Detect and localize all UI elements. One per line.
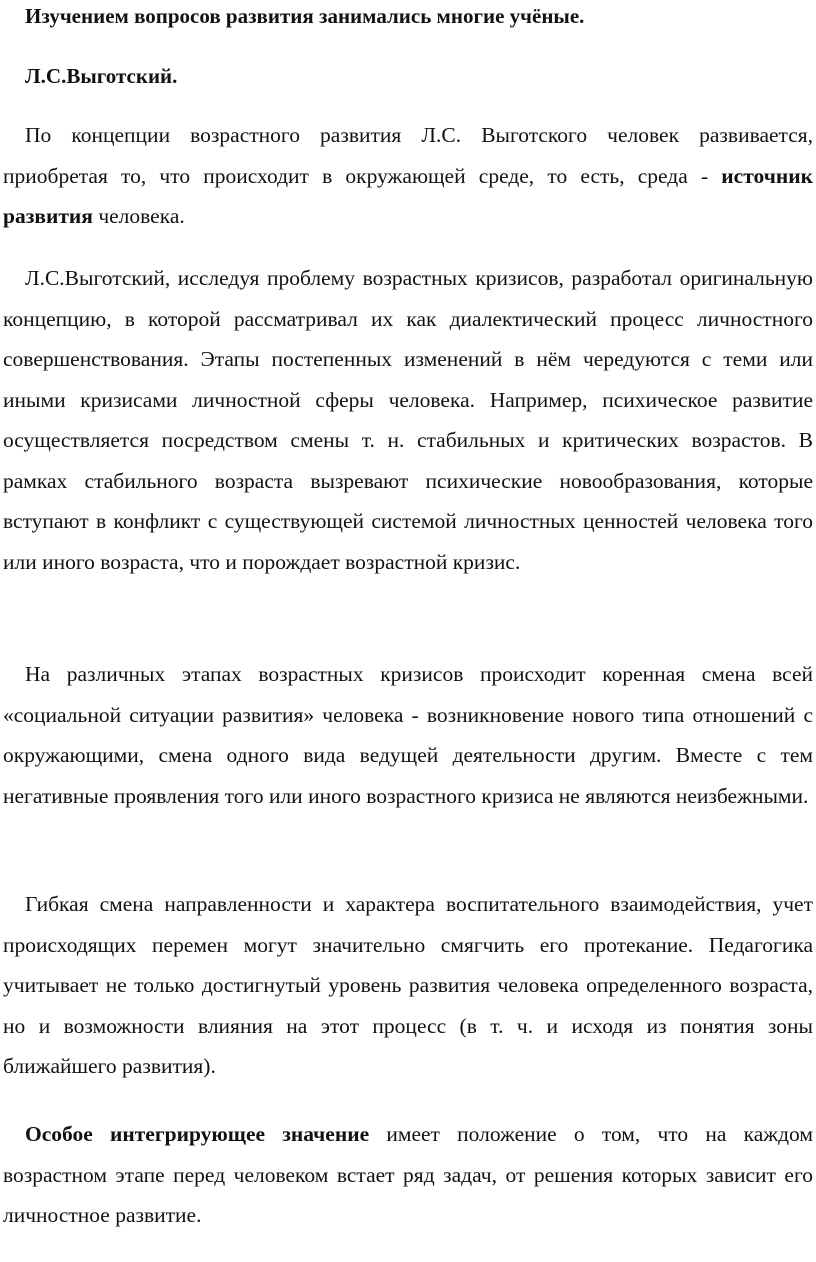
paragraph-social-situation: На различных этапах возрастных кризисов происходит коренная смена всей «социальной ситуации развития» человека - возникновение нового типа отношений с окружающими, смена одного вида ведущей деятельности другим. Вместе с тем негативные проявления того или иного возрастного кризиса не являются неизбежными. bbox=[3, 662, 813, 808]
paragraph-concept-text-a: По концепции возрастного развития Л.С. Выготского человек развивается, приобретая то, что происходит в окружающей среде, то есть, среда - bbox=[3, 123, 813, 188]
paragraph-pedagogy: Гибкая смена направленности и характера воспитательного взаимодействия, учет происходящих перемен могут значительно смягчить его протекание. Педагогика учитывает не только достигнутый уровень развития человека определенного возраста, но и возможности влияния на этот процесс (в т. ч. и исходя из понятия зоны ближайшего развития). bbox=[3, 892, 813, 1078]
paragraph-crises: Л.С.Выготский, исследуя проблему возрастных кризисов, разработал оригинальную концепцию, в которой рассматривал их как диалектический процесс личностного совершенствования. Этапы постепенных изменений в нём чередуются с теми или иными кризисами личностной сферы человека. Например, психическое развитие осуществляется посредством смены т. н. стабильных и критических возрастов. В рамках стабильного возраста вызревают психические новообразования, которые вступают в конфликт с существующей системой личностных ценностей человека того или иного возраста, что и порождает возрастной кризис. bbox=[3, 266, 813, 574]
paragraph-integrating-meaning bbox=[3, 1114, 813, 1236]
heading-scientists: Изучением вопросов развития занимались многие учёные. bbox=[25, 4, 585, 28]
paragraph-concept bbox=[3, 115, 813, 237]
paragraph-concept-bold: источник развития bbox=[3, 163, 813, 228]
paragraph-concept-text-b: человека. bbox=[92, 204, 185, 228]
paragraph-integrating-meaning-text: имеет положение о том, что на каждом возрастном этапе перед человеком встает ряд задач, от решения которых зависит его личностное развитие. bbox=[3, 1122, 813, 1227]
heading-vygotsky: Л.С.Выготский. bbox=[25, 64, 178, 88]
paragraph-integrating-meaning-bold: Особое интегрирующее значение bbox=[25, 1122, 370, 1146]
